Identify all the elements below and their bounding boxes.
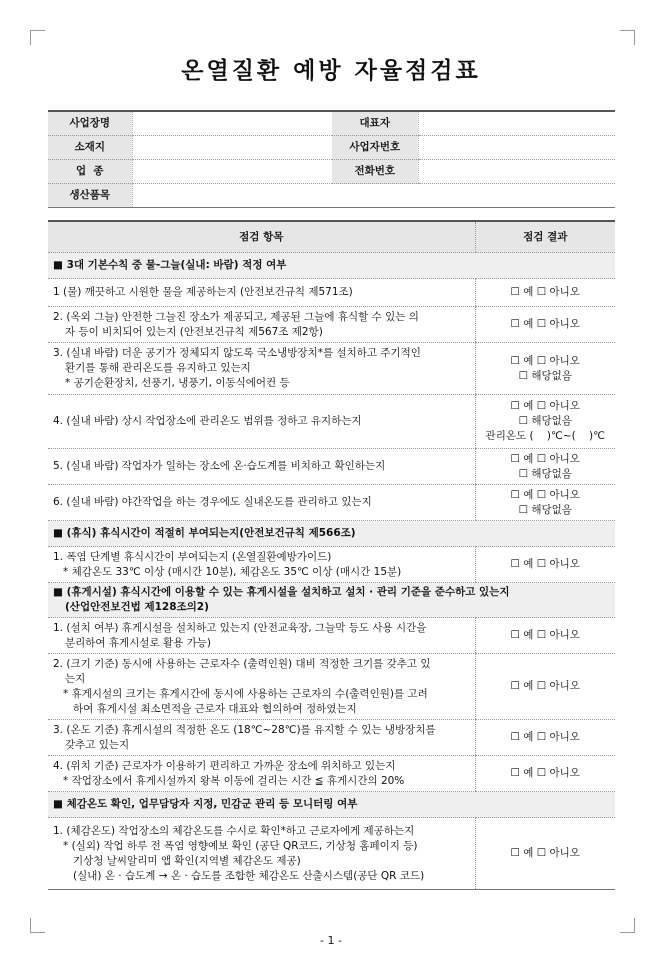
col-header-result: 점검 결과 [475, 221, 615, 253]
business-no-label: 사업자번호 [332, 136, 418, 160]
result-yes-no[interactable]: ☐ 예 ☐ 아니오 [475, 279, 615, 307]
section-rest-facility: ■ (휴게시설) 휴식시간에 이용할 수 있는 휴게시설을 설치하고 설치 · 관리 기준을 준수하고 있는지 (산업안전보건법 제128조의2) [48, 583, 615, 618]
business-info-table [48, 110, 615, 208]
representative-label: 대표자 [332, 111, 418, 136]
temp-range-field: 관리온도 ( )℃~( )℃ [485, 430, 605, 442]
address-label: 소재지 [48, 136, 132, 160]
phone-label: 전화번호 [332, 160, 418, 184]
check-item: 3. (온도 기준) 휴게시설의 적정한 온도 (18℃~28℃)를 유지할 수 있는 냉방장치를 갖추고 있는지 [48, 720, 475, 756]
result-yes-no[interactable]: ☐ 예 ☐ 아니오 [475, 618, 615, 654]
page-number: - 1 - [320, 934, 342, 947]
result-yes-no[interactable]: ☐ 예 ☐ 아니오 [475, 654, 615, 720]
check-item: 1. (설치 여부) 휴게시설을 설치하고 있는지 (안전교육장, 그늘막 등도 사용 시간을 분리하여 휴게시설로 활용 가능) [48, 618, 475, 654]
section-rest: ■ (휴식) 휴식시간이 적절히 부여되는지(안전보건규칙 제566조) [48, 521, 615, 547]
business-no-field[interactable] [418, 136, 615, 160]
crop-mark-bottom-left [30, 918, 45, 933]
check-item: 3. (실내 바람) 더운 공기가 정체되지 않도록 국소냉방장치*를 설치하고 주기적인 환기를 통해 관리온도를 유지하고 있는지 * 공기순환장치, 선풍기, 냉풍기, 이동식에어컨 등 [48, 343, 475, 395]
business-name-field[interactable] [132, 111, 332, 136]
crop-mark-top-right [620, 30, 635, 45]
product-field[interactable] [132, 184, 615, 208]
check-item: 1. (체감온도) 작업장소의 체감온도를 수시로 확인*하고 근로자에게 제공하는지 * (실외) 작업 하루 전 폭염 영향예보 확인 (공단 QR코드, 기상청 홈페이지 등) 기상청 날씨알리미 앱 확인(지역별 체감온도 제공) (실내) 온 · 습도계 → 온 · 습도를 조합한 체감온도 산출시스템(공단 QR 코드) [48, 818, 475, 890]
page-title: 온열질환 예방 자율점검표 [181, 58, 481, 84]
col-header-items: 점검 항목 [48, 221, 475, 253]
result-yes-no[interactable]: ☐ 예 ☐ 아니오 [475, 547, 615, 583]
result-yes-no-na[interactable]: ☐ 예 ☐ 아니오 ☐ 해당없음 [475, 449, 615, 485]
industry-label: 업 종 [48, 160, 132, 184]
check-item: 1 (물) 깨끗하고 시원한 물을 제공하는지 (안전보건규칙 제571조) [48, 279, 475, 307]
business-name-label: 사업장명 [48, 111, 132, 136]
check-item: 6. (실내 바람) 야간작업을 하는 경우에도 실내온도를 관리하고 있는지 [48, 485, 475, 521]
result-yes-no[interactable]: ☐ 예 ☐ 아니오 [475, 818, 615, 890]
result-yes-no-na-temp[interactable]: ☐ 예 ☐ 아니오 ☐ 해당없음 관리온도 ( )℃~( )℃ [475, 395, 615, 449]
checklist-table [48, 220, 615, 890]
section-monitoring: ■ 체감온도 확인, 업무담당자 지정, 민감군 관리 등 모니터링 여부 [48, 792, 615, 818]
result-yes-no[interactable]: ☐ 예 ☐ 아니오 [475, 756, 615, 792]
representative-field[interactable] [418, 111, 615, 136]
product-label: 생산품목 [48, 184, 132, 208]
section-water-shade: ■ 3대 기본수칙 중 물-그늘(실내: 바람) 적정 여부 [48, 253, 615, 279]
check-item: 4. (실내 바람) 상시 작업장소에 관리온도 범위를 정하고 유지하는지 [48, 395, 475, 449]
result-yes-no-na[interactable]: ☐ 예 ☐ 아니오 ☐ 해당없음 [475, 485, 615, 521]
industry-field[interactable] [132, 160, 332, 184]
result-yes-no-na[interactable]: ☐ 예 ☐ 아니오 ☐ 해당없음 [475, 343, 615, 395]
check-item: 1. 폭염 단계별 휴식시간이 부여되는지 (온열질환예방가이드) * 체감온도 33℃ 이상 (매시간 10분), 체감온도 35℃ 이상 (매시간 15분) [48, 547, 475, 583]
crop-mark-top-left [30, 30, 45, 45]
check-item: 2. (옥외 그늘) 안전한 그늘진 장소가 제공되고, 제공된 그늘에 휴식할 수 있는 의 자 등이 비치되어 있는지 (안전보건규칙 제567조 제2항) [48, 307, 475, 343]
result-yes-no[interactable]: ☐ 예 ☐ 아니오 [475, 307, 615, 343]
check-item: 2. (크기 기준) 동시에 사용하는 근로자수 (출력인원) 대비 적정한 크기를 갖추고 있 는지 * 휴게시설의 크기는 휴게시간에 동시에 사용하는 근로자의 수(출력인원)를 고려 하여 휴게시설 최소면적을 근로자 대표와 협의하여 정하였는지 [48, 654, 475, 720]
address-field[interactable] [132, 136, 332, 160]
result-yes-no[interactable]: ☐ 예 ☐ 아니오 [475, 720, 615, 756]
check-item: 5. (실내 바람) 작업자가 일하는 장소에 온·습도계를 비치하고 확인하는지 [48, 449, 475, 485]
check-item: 4. (위치 기준) 근로자가 이용하기 편리하고 가까운 장소에 위치하고 있는지 * 작업장소에서 휴게시설까지 왕복 이동에 걸리는 시간 ≦ 휴게시간의 20% [48, 756, 475, 792]
crop-mark-bottom-right [620, 918, 635, 933]
phone-field[interactable] [418, 160, 615, 184]
